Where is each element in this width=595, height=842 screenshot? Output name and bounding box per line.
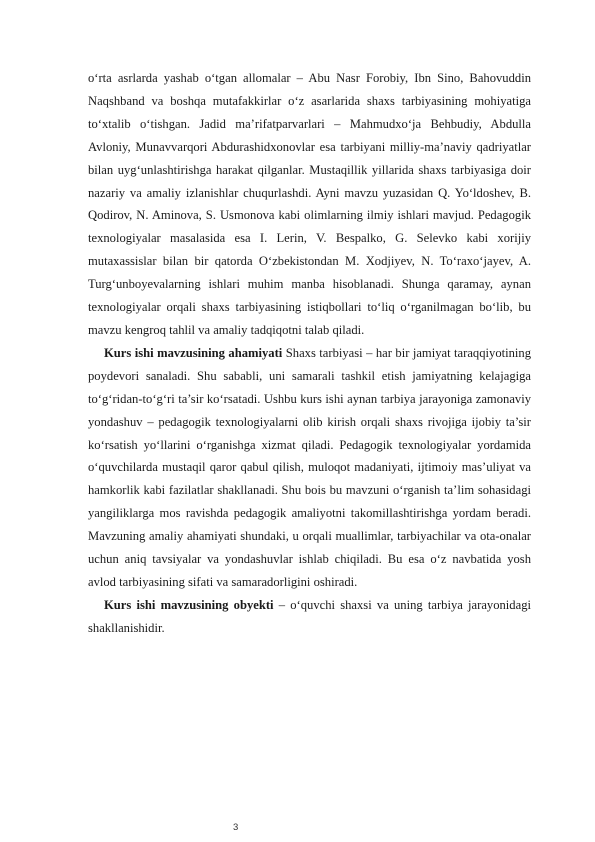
paragraph-text: Shaxs tarbiyasi – har bir jamiyat taraqqiyotining poydevori sanaladi. Shu sababli, uni samarali tashkil etish jamiyatning kelajagiga to‘g‘ridan-to‘g‘ri ta’sir ko‘rsatadi. Ushbu kurs ishi aynan tarbiya jarayoniga zamonaviy yondashuv – pedagogik texnologiyalarni olib kirish orqali shaxs rivojiga ijobiy ta’sir ko‘rsatish yo‘llarini o‘rganishga xizmat qiladi. Pedagogik texnologiyalar yordamida o‘quvchilarda mustaqil qaror qabul qilish, muloqot madaniyati, ijtimoiy mas’uliyat va hamkorlik kabi fazilatlar shakllanadi. Shu bois bu mavzuni o‘rganish ta’lim sohasidagi yangiliklarga mos ravishda pedagogik amaliyotni takomillashtirishga yordam beradi. Mavzuning amaliy ahamiyati shundaki, u orqali muallimlar, tarbiyachilar va ota-onalar uchun aniq tavsiyalar va yondashuvlar ishlab chiqiladi. Bu esa o‘z navbatida yosh avlod tarbiyasining sifati va samaradorligini oshiradi. xyxy=(88,345,531,589)
page-number: 3 xyxy=(233,822,239,833)
paragraph-text: o‘rta asrlarda yashab o‘tgan allomalar – Abu Nasr Forobiy, Ibn Sino, Bahovuddin Naqshband va boshqa mutafakkirlar o‘z asarlarida shaxs tarbiyasining mohiyatiga to‘xtalib o‘tishgan. Jadid ma’rifatparvarlari – Mahmudxo‘ja Behbudiy, Abdulla Avloniy, Munavvarqori Abdurashidxonovlar esa tarbiyani milliy-ma’naviy qadriyatlar bilan uyg‘unlashtirishga harakat qilganlar. Mustaqillik yillarida shaxs tarbiyasiga doir nazariy va amaliy izlanishlar chuqurlashdi. Ayni mavzu yuzasidan Q. Yo‘ldoshev, B. Qodirov, N. Aminova, S. Usmonova kabi olimlarning ilmiy ishlari mavjud. Pedagogik texnologiyalar masalasida esa I. Lerin, V. Bespalko, G. Selevko kabi xorijiy mutaxassislar bilan bir qatorda O‘zbekistondan M. Xodjiyev, N. To‘raxo‘jayev, A. Turg‘unboyevalarning ishlari muhim manba hisoblanadi. Shunga qaramay, aynan texnologiyalar orqali shaxs tarbiyasining istiqbollari to‘liq o‘rganilmagan bo‘lib, bu mavzu kengroq tahlil va amaliy tadqiqotni talab qiladi. xyxy=(88,71,531,337)
section-heading-importance: Kurs ishi mavzusining ahamiyati xyxy=(104,345,283,360)
document-page xyxy=(88,67,531,640)
paragraph-topic-object xyxy=(88,594,531,640)
section-heading-object: Kurs ishi mavzusining obyekti xyxy=(104,597,274,612)
paragraph-text: – o‘quvchi shaxsi va uning tarbiya jarayonidagi shakllanishidir. xyxy=(88,597,531,635)
paragraph-topic-importance xyxy=(88,342,531,594)
paragraph-historical-background xyxy=(88,67,531,342)
